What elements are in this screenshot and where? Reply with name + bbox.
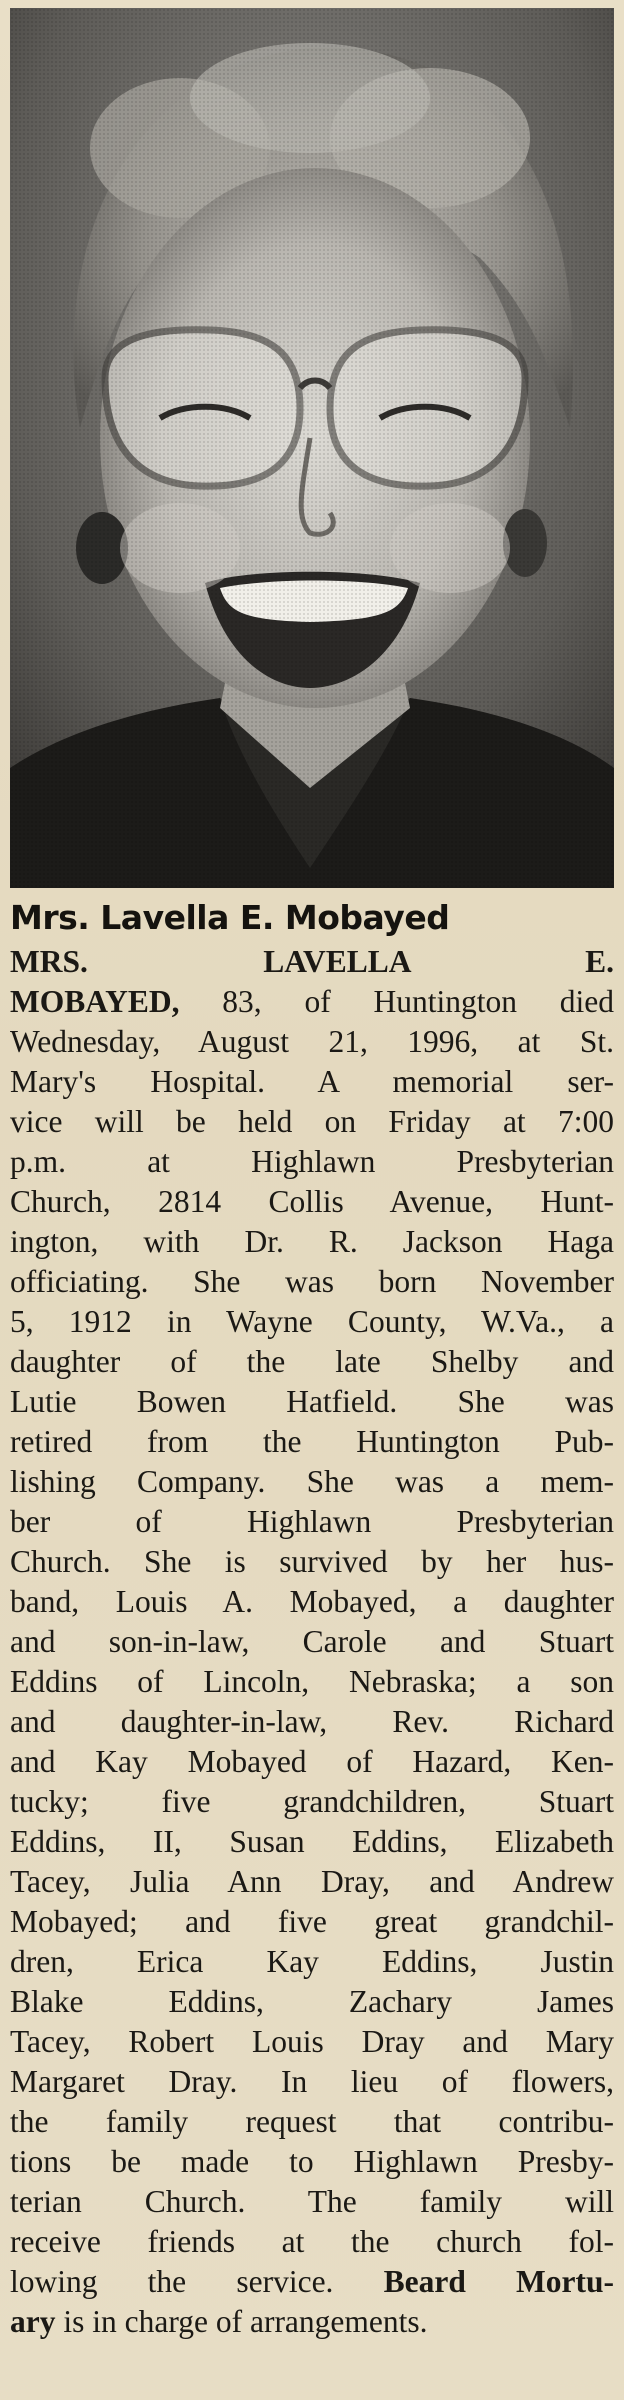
obituary-line: receive friends at the church fol-: [10, 2224, 614, 2259]
portrait-photo: [10, 8, 614, 888]
obituary-line: ber of Highlawn Presbyterian: [10, 1504, 614, 1539]
obituary-line: the family request that contribu-: [10, 2104, 614, 2139]
obituary-line: Eddins of Lincoln, Nebraska; a son: [10, 1664, 614, 1699]
portrait-image: [10, 8, 614, 888]
obituary-line: dren, Erica Kay Eddins, Justin: [10, 1944, 614, 1979]
obituary-line: tucky; five grandchildren, Stuart: [10, 1784, 614, 1819]
obituary-line: Wednesday, August 21, 1996, at St.: [10, 1024, 614, 1059]
obituary-line: Church, 2814 Collis Avenue, Hunt-: [10, 1184, 614, 1219]
obituary-line: lishing Company. She was a mem-: [10, 1464, 614, 1499]
obituary-line: Tacey, Julia Ann Dray, and Andrew: [10, 1864, 614, 1899]
obituary-line: and son-in-law, Carole and Stuart: [10, 1624, 614, 1659]
obituary-line: Blake Eddins, Zachary James: [10, 1984, 614, 2019]
obituary-line: Eddins, II, Susan Eddins, Elizabeth: [10, 1824, 614, 1859]
obituary-body: [10, 942, 614, 2342]
obituary-line: p.m. at Highlawn Presbyterian: [10, 1144, 614, 1179]
obituary-line: Mobayed; and five great grandchil-: [10, 1904, 614, 1939]
obituary-line: vice will be held on Friday at 7:00: [10, 1104, 614, 1139]
obituary-headline: Mrs. Lavella E. Mobayed: [10, 898, 450, 937]
obituary-line: band, Louis A. Mobayed, a daughter: [10, 1584, 614, 1619]
obituary-line: and daughter-in-law, Rev. Richard: [10, 1704, 614, 1739]
obituary-line: daughter of the late Shelby and: [10, 1344, 614, 1379]
obituary-line: retired from the Huntington Pub-: [10, 1424, 614, 1459]
obituary-line: lowing the service. Beard Mortu-: [10, 2264, 614, 2299]
obituary-line: 5, 1912 in Wayne County, W.Va., a: [10, 1304, 614, 1339]
obituary-line: terian Church. The family will: [10, 2184, 614, 2219]
obituary-line: ary is in charge of arrangements.: [10, 2304, 428, 2339]
obituary-line: officiating. She was born November: [10, 1264, 614, 1299]
obituary-line: Mary's Hospital. A memorial ser-: [10, 1064, 614, 1099]
obituary-line: MOBAYED, 83, of Huntington died: [10, 984, 614, 1019]
obituary-line: Tacey, Robert Louis Dray and Mary: [10, 2024, 614, 2059]
obituary-line: and Kay Mobayed of Hazard, Ken-: [10, 1744, 614, 1779]
obituary-line: MRS. LAVELLA E.: [10, 944, 614, 979]
obituary-line: Margaret Dray. In lieu of flowers,: [10, 2064, 614, 2099]
obituary-line: Church. She is survived by her hus-: [10, 1544, 614, 1579]
obituary-line: Lutie Bowen Hatfield. She was: [10, 1384, 614, 1419]
obituary-line: tions be made to Highlawn Presby-: [10, 2144, 614, 2179]
obituary-line: ington, with Dr. R. Jackson Haga: [10, 1224, 614, 1259]
